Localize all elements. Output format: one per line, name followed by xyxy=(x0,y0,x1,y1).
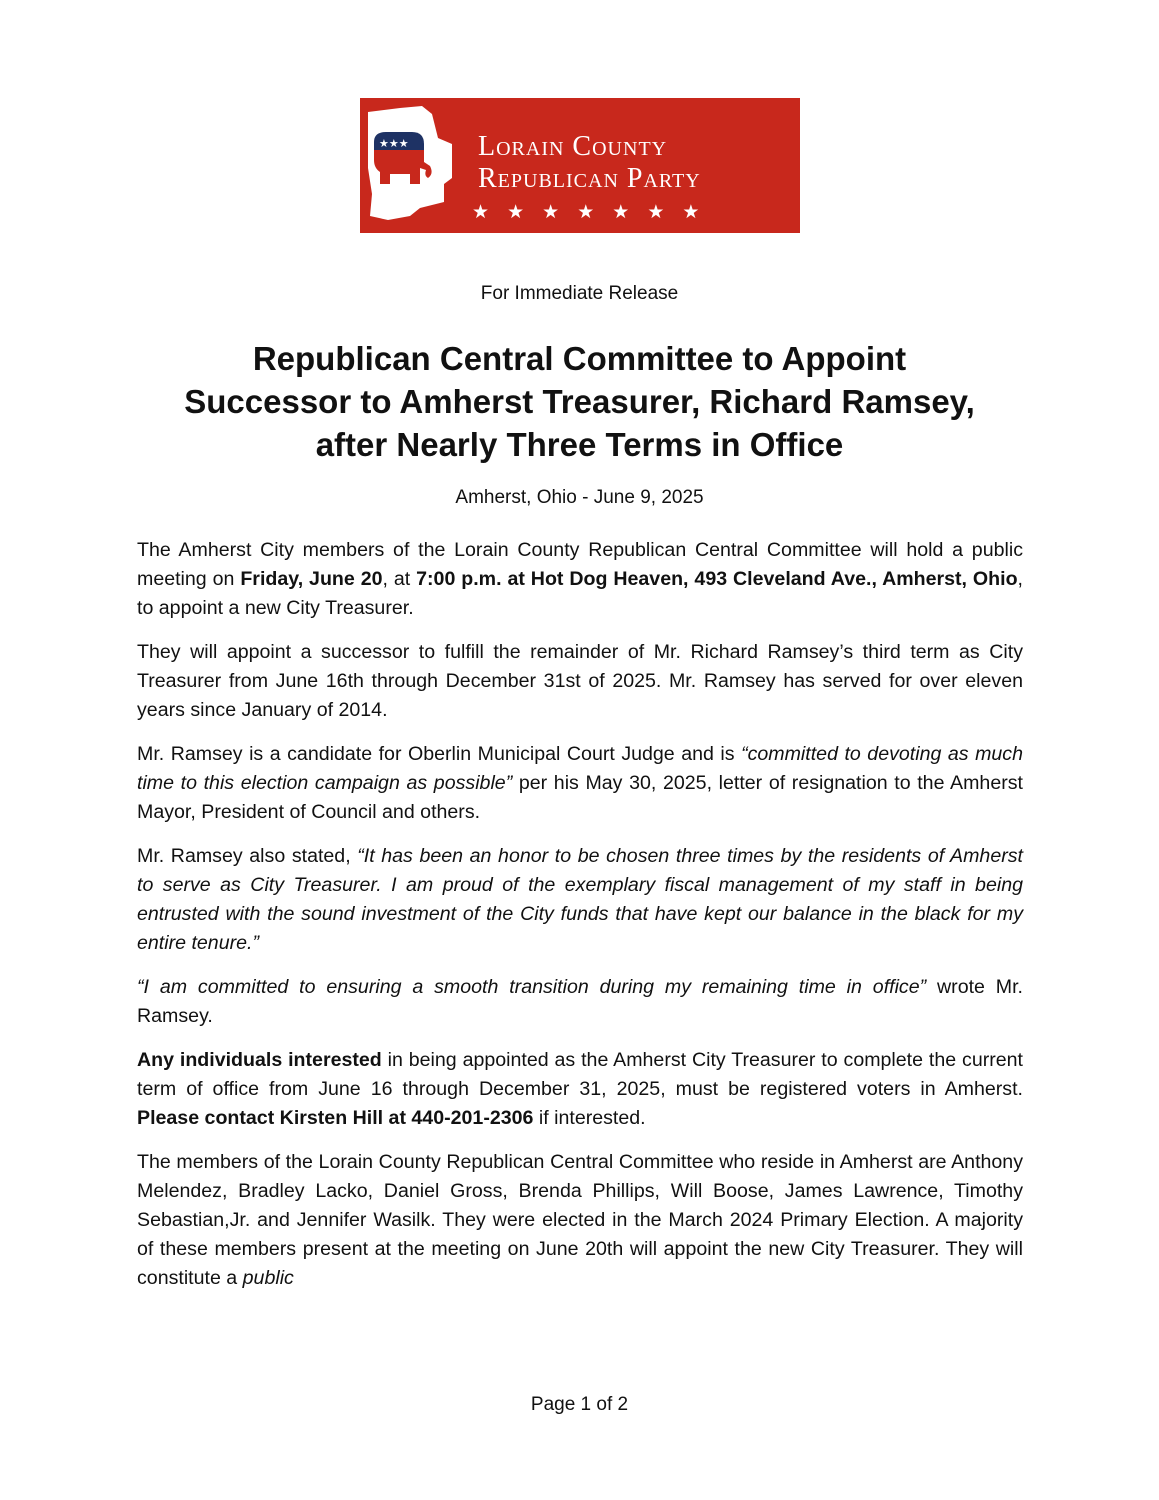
text-run: per his May 30, 2025, letter of resignation to the Amherst Mayor, President of Council and others. xyxy=(137,772,1023,823)
dateline: Amherst, Ohio - June 9, 2025 xyxy=(455,487,704,508)
text-run: , at xyxy=(382,568,417,590)
emphasis: public xyxy=(242,1267,294,1289)
paragraph-members xyxy=(137,1148,1023,1293)
meeting-date: Friday, June 20 xyxy=(240,568,383,590)
meeting-location: 7:00 p.m. at Hot Dog Heaven, 493 Cleveland Ave., Amherst, Ohio xyxy=(416,568,1018,590)
logo-line-1: Lorain County xyxy=(478,131,668,162)
text-run: Mr. Ramsey also stated, xyxy=(137,845,358,867)
logo-stars: ★ ★ ★ ★ ★ ★ ★ xyxy=(472,201,706,223)
text-run: The members of the Lorain County Republican Central Committee who reside in Amherst are Anthony Melendez, Bradley Lacko, Daniel Gross, Brenda Phillips, Will Boose, James Lawrence, Timothy Sebastian,Jr. and Jennifer Wasilk. They were elected in the March 2024 Primary Election. A majority of these members present at the meeting on June 20th will appoint the new City Treasurer. They will constitute a xyxy=(137,1151,1023,1289)
quote: “I am committed to ensuring a smooth transition during my remaining time in office” xyxy=(137,976,927,998)
headline-line-3: after Nearly Three Terms in Office xyxy=(315,426,844,463)
text-run: in being appointed as the Amherst City Treasurer to complete the current term of office from June 16 through December 31, 2025, must be registered voters in Amherst. xyxy=(137,1049,1045,1100)
text-run: if interested. xyxy=(533,1107,646,1129)
headline xyxy=(80,337,1079,466)
paragraph-candidate xyxy=(137,740,1023,827)
page-number: Page 1 of 2 xyxy=(530,1394,629,1415)
headline-line-1: Republican Central Committee to Appoint xyxy=(252,340,907,377)
headline-line-2: Successor to Amherst Treasurer, Richard Ramsey, xyxy=(184,383,975,420)
text-run: Mr. Ramsey is a candidate for Oberlin Municipal Court Judge and is xyxy=(137,743,742,765)
svg-text:★★★: ★★★ xyxy=(379,137,409,150)
text-run: wrote Mr. Ramsey. xyxy=(137,976,1023,1027)
paragraph-meeting xyxy=(137,536,1023,623)
emphasis: Any individuals interested xyxy=(137,1049,382,1071)
logo-line-2: Republican Party xyxy=(478,163,701,194)
paragraph-successor: They will appoint a successor to fulfill the remainder of Mr. Richard Ramsey’s third term as City Treasurer from June 16th through December 31st of 2025. Mr. Ramsey has served for over eleven years since January of 2014. xyxy=(137,641,1023,721)
text-run: The Amherst City members of the Lorain County Republican Central Committee will hold a public meeting on xyxy=(137,539,1023,590)
article-body xyxy=(137,536,1045,1308)
paragraph-transition xyxy=(137,973,1023,1031)
text-run: , to appoint a new City Treasurer. xyxy=(137,568,1023,619)
contact-info: Please contact Kirsten Hill at 440-201-2306 xyxy=(137,1107,534,1129)
paragraph-interested xyxy=(137,1046,1045,1133)
quote: “It has been an honor to be chosen three times by the residents of Amherst to serve as City Treasurer. I am proud of the exemplary fiscal management of my staff in being entrusted with the sound investment of the City funds that have kept our balance in the black for my entire tenure.” xyxy=(137,845,1023,954)
quote: “committed to devoting as much time to this election campaign as possible” xyxy=(137,743,1023,794)
paragraph-statement xyxy=(137,842,1023,958)
release-label: For Immediate Release xyxy=(480,283,679,304)
party-logo xyxy=(360,98,800,233)
